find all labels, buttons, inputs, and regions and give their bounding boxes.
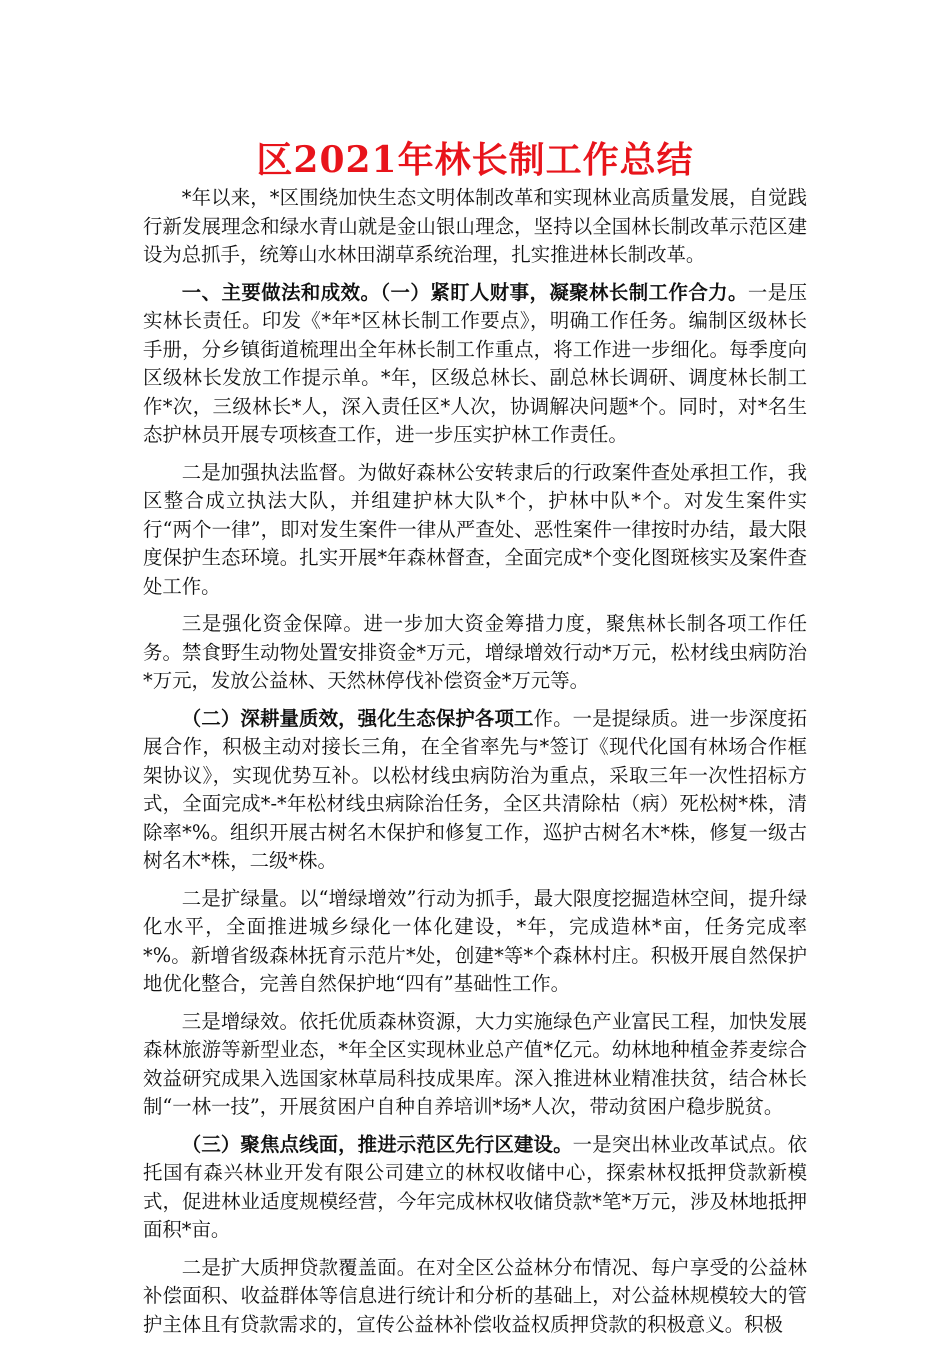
paragraph-text: 作。一是提绿质。进一步深度拓展合作，积极主动对接长三角，在全省率先与*签订《现代化国有林场合作框架协议》，实现优势互补。以松材线虫病防治为重点，采取三年一次性招标方式，全面完成*-*年松材线虫病除治任务，全区共清除枯（病）死松树*株，清除率*%。组织开展古树名木保护和修复工作，巡护古树名木*株，修复一级古树名木*株，二级*株。 bbox=[143, 706, 808, 872]
document-title: 区2021年林长制工作总结 bbox=[256, 139, 694, 181]
paragraph-section-1-3 bbox=[143, 1131, 807, 1245]
paragraph-text: 二是加强执法监督。为做好森林公安转隶后的行政案件查处承担工作，我区整合成立执法大队，并组建护林大队*个，护林中队*个。对发生案件实行“两个一律”，即对发生案件一律从严查处、恶性案件一律按时办结，最大限度保护生态环境。扎实开展*年森林督查，全面完成*个变化图斑核实及案件查处工作。 bbox=[143, 460, 807, 598]
paragraph-heading: （三）聚焦点线面，推进示范区先行区建设。 bbox=[181, 1132, 573, 1156]
paragraph-text: 三是强化资金保障。进一步加大资金筹措力度，聚焦林长制各项工作任务。禁食野生动物处置安排资金*万元，增绿增效行动*万元，松材线虫病防治*万元，发放公益林、天然林停伐补偿资金*万元等。 bbox=[143, 612, 807, 692]
paragraph-intro bbox=[143, 184, 807, 270]
paragraph-pledge-loans bbox=[143, 1254, 807, 1340]
paragraph-text: 三是增绿效。依托优质森林资源，大力实施绿色产业富民工程，加快发展森林旅游等新型业态，*年全区实现林业总产值*亿元。幼林地种植金荞麦综合效益研究成果入选国家林草局科技成果库。深入推进林业精准扶贫，结合林长制“一林一技”，开展贫困户自种自养培训*场*人次，带动贫困户稳步脱贫。 bbox=[143, 1009, 807, 1118]
paragraph-text: *年以来，*区围绕加快生态文明体制改革和实现林业高质量发展，自觉践行新发展理念和绿水青山就是金山银山理念，坚持以全国林长制改革示范区建设为总抓手，统筹山水林田湖草系统治理，扎实推进林长制改革。 bbox=[143, 186, 807, 266]
paragraph-text: 二是扩大质押贷款覆盖面。在对全区公益林分布情况、每户享受的公益林补偿面积、收益群体等信息进行统计和分析的基础上，对公益林规模较大的管护主体且有贷款需求的，宣传公益林补偿收益权质押贷款的积极意义。积极 bbox=[143, 1255, 807, 1336]
paragraph-green-volume bbox=[143, 885, 807, 999]
paragraph-heading: （二）深耕量质效，强化生态保护各项工 bbox=[181, 706, 534, 730]
paragraph-section-1-1 bbox=[143, 279, 807, 450]
paragraph-text: 一是压实林长责任。印发《*年*区林长制工作要点》，明确工作任务。编制区级林长手册，分乡镇街道梳理出全年林长制工作重点，将工作进一步细化。每季度向区级林长发放工作提示单。*年，区级总林长、副总林长调研、调度林长制工作*次，三级林长*人，深入责任区*人次，协调解决问题*个。同时，对*名生态护林员开展专项核查工作，进一步压实护林工作责任。 bbox=[143, 280, 807, 446]
paragraph-heading: 一、主要做法和成效。（一）紧盯人财事，凝聚林长制工作合力。 bbox=[181, 280, 748, 304]
document-body bbox=[143, 184, 807, 1348]
paragraph-text: 一是突出林业改革试点。依托国有森兴林业开发有限公司建立的林权收储中心，探索林权抵押贷款新模式，促进林业适度规模经营，今年完成林权收储贷款*笔*万元，涉及林地抵押面积*亩。 bbox=[143, 1132, 808, 1241]
paragraph-green-benefit bbox=[143, 1008, 807, 1122]
paragraph-funding bbox=[143, 610, 807, 696]
paragraph-law-enforcement bbox=[143, 459, 807, 602]
paragraph-text: 二是扩绿量。以“增绿增效”行动为抓手，最大限度挖掘造林空间，提升绿化水平，全面推进城乡绿化一体化建设，*年，完成造林*亩，任务完成率*%。新增省级森林抚育示范片*处，创建*等*个森林村庄。积极开展自然保护地优化整合，完善自然保护地“四有”基础性工作。 bbox=[143, 886, 807, 995]
paragraph-section-1-2 bbox=[143, 705, 807, 876]
